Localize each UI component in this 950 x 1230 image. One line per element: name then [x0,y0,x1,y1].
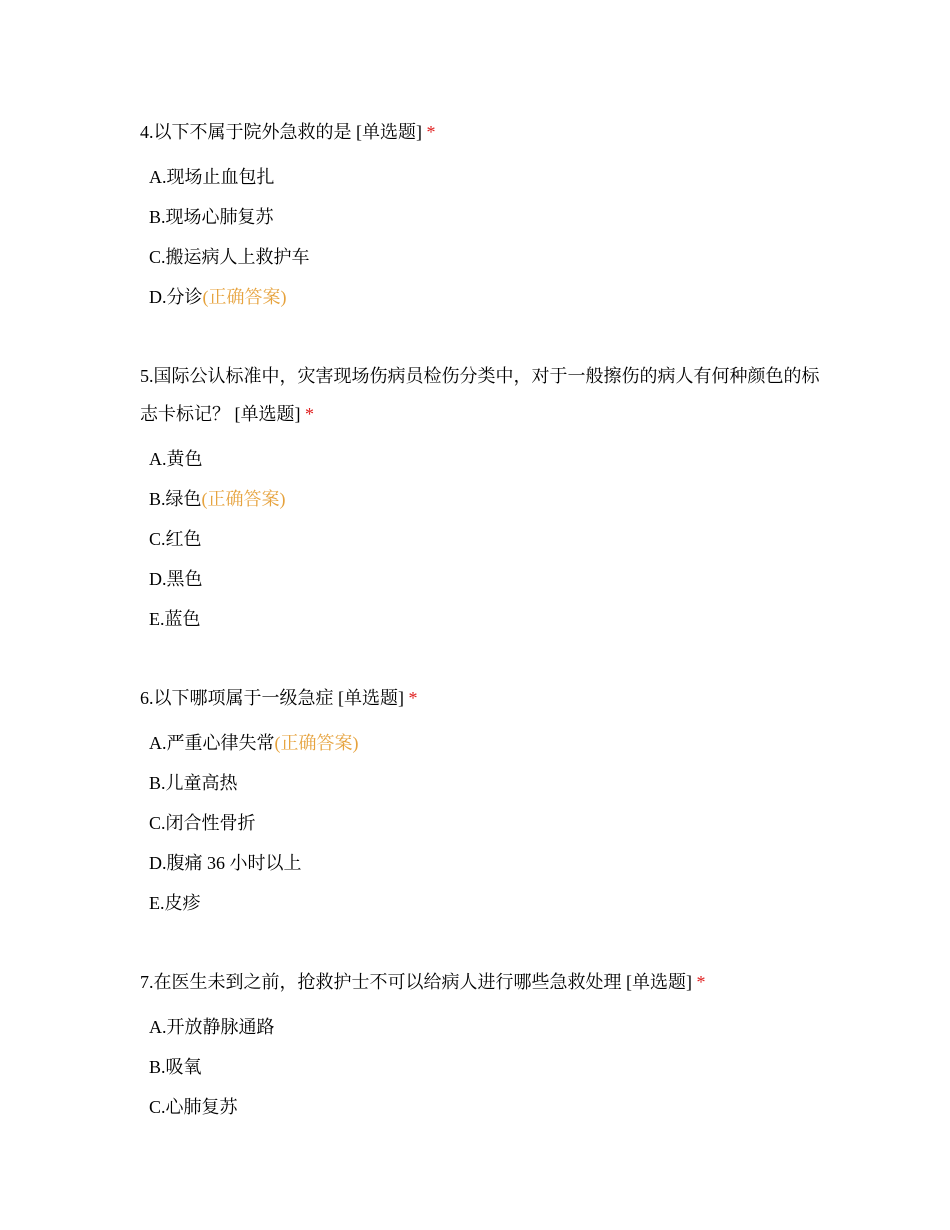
option-list [140,157,820,317]
option-b[interactable] [140,1047,820,1087]
required-mark: * [426,122,436,142]
option-text: B.儿童高热 [149,773,238,793]
question-4 [140,113,820,317]
option-text: C.搬运病人上救护车 [149,247,310,267]
question-title [140,357,820,433]
question-text: 7.在医生未到之前，抢救护士不可以给病人进行哪些急救处理 [单选题] [140,972,692,992]
option-text: A.黄色 [149,449,203,469]
option-e[interactable] [140,883,820,923]
correct-answer-label: (正确答案) [202,287,287,307]
correct-answer-label: (正确答案) [201,489,286,509]
required-mark: * [408,688,418,708]
option-b[interactable] [140,479,820,519]
question-5 [140,357,820,639]
option-e[interactable] [140,599,820,639]
option-d[interactable] [140,843,820,883]
option-c[interactable] [140,803,820,843]
option-d[interactable] [140,277,820,317]
option-text: B.绿色 [149,489,202,509]
option-b[interactable] [140,197,820,237]
option-a[interactable] [140,157,820,197]
question-6 [140,679,820,923]
option-list [140,439,820,639]
option-a[interactable] [140,439,820,479]
option-c[interactable] [140,519,820,559]
option-text: C.心肺复苏 [149,1097,238,1117]
question-list [140,113,820,1167]
option-a[interactable] [140,723,820,763]
option-text: D.腹痛 36 小时以上 [149,853,302,873]
question-7 [140,963,820,1127]
option-c[interactable] [140,237,820,277]
option-text: A.严重心律失常 [149,733,275,753]
question-text: 6.以下哪项属于一级急症 [单选题] [140,688,404,708]
required-mark: * [696,972,706,992]
option-text: C.闭合性骨折 [149,813,256,833]
option-text: B.现场心肺复苏 [149,207,274,227]
question-title [140,113,820,151]
option-list [140,723,820,923]
option-d[interactable] [140,559,820,599]
option-a[interactable] [140,1007,820,1047]
question-text: 5.国际公认标准中，灾害现场伤病员检伤分类中，对于一般擦伤的病人有何种颜色的标志卡标记？ [单选题] [140,366,820,424]
option-text: A.现场止血包扎 [149,167,275,187]
option-text: C.红色 [149,529,202,549]
option-text: D.黑色 [149,569,203,589]
option-text: B.吸氧 [149,1057,202,1077]
option-text: D.分诊 [149,287,203,307]
question-text: 4.以下不属于院外急救的是 [单选题] [140,122,422,142]
option-b[interactable] [140,763,820,803]
correct-answer-label: (正确答案) [274,733,359,753]
option-list [140,1007,820,1127]
option-text: E.皮疹 [149,893,201,913]
option-c[interactable] [140,1087,820,1127]
option-text: A.开放静脉通路 [149,1017,275,1037]
required-mark: * [305,404,314,424]
question-title [140,963,820,1001]
question-title [140,679,820,717]
option-text: E.蓝色 [149,609,201,629]
